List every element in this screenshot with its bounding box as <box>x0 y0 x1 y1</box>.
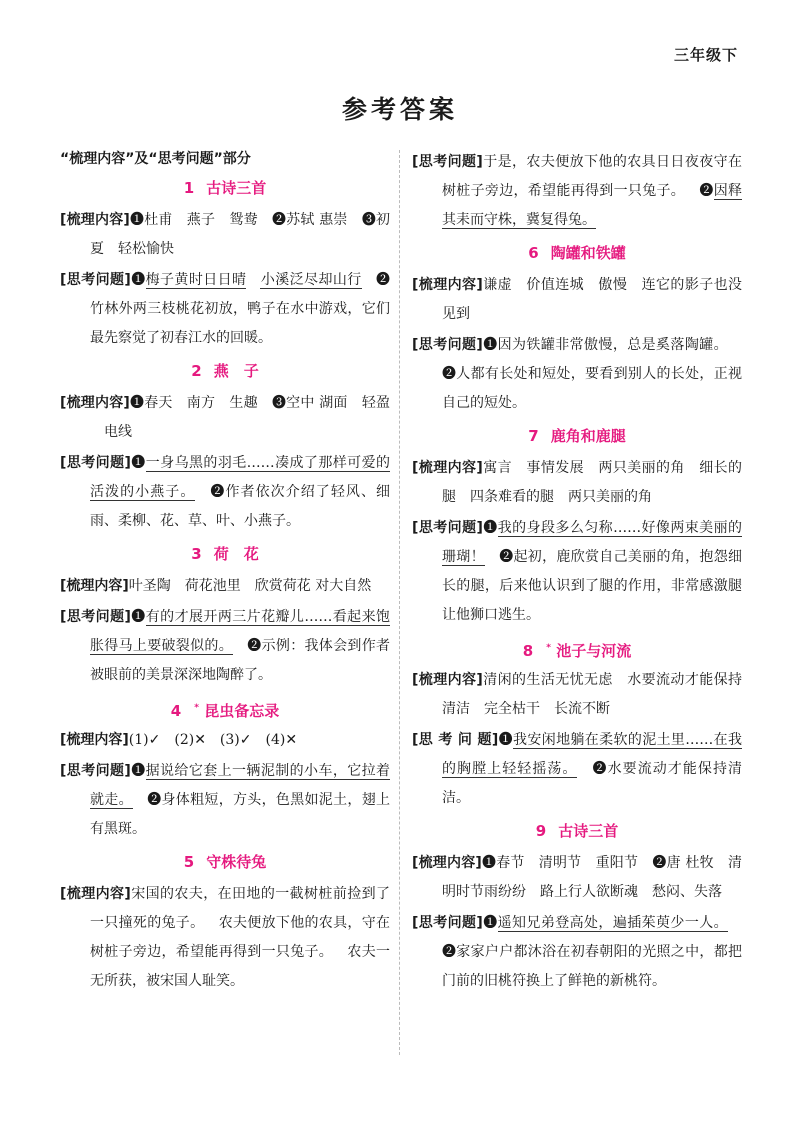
shuli-label: [梳理内容] <box>60 886 131 902</box>
section-title-8: 8 * 池子与河流 <box>522 642 632 660</box>
shuli-entry-2: [梳理内容]❶春天 南方 生趣 ❸空中 湖面 轻盈电线 <box>60 395 391 440</box>
sikao-entry-5: [思考问题]于是，农夫便放下他的农具日日夜夜守在树桩子旁边，希望能再得到一只兔子。 ❷因释其耒而守株，冀复得兔。 <box>412 154 743 228</box>
sikao-label: [思考问题] <box>60 609 131 625</box>
left-column <box>60 146 390 998</box>
sikao-entry-2: [思考问题]❶一身乌黑的羽毛……凑成了那样可爱的活泼的小燕子。 ❷作者依次介绍了轻风、细雨、柔柳、花、草、叶、小燕子。 <box>60 455 391 529</box>
shuli-entry-4: [梳理内容](1)✓ (2)✕ (3)✓ (4)✕ <box>60 732 298 748</box>
shuli-label: [梳理内容] <box>412 460 483 476</box>
sikao-entry-7: [思考问题]❶我的身段多么匀称……好像两束美丽的珊瑚！ ❷起初，鹿欣赏自己美丽的角，抱怨细长的腿，后来他认识到了腿的作用，非常感激腿让他狮口逃生。 <box>412 520 743 623</box>
section-title-3: 3 荷 花 <box>191 545 259 563</box>
shuli-entry-7: [梳理内容]寓言 事情发展 两只美丽的角 细长的腿 四条难看的腿 两只美丽的角 <box>412 460 743 505</box>
section-title-1: 1 古诗三首 <box>183 179 267 197</box>
section-title-2: 2 燕 子 <box>191 362 259 380</box>
sikao-label: [思考问题] <box>412 520 483 536</box>
shuli-entry-5: [梳理内容]宋国的农夫，在田地的一截树桩前捡到了一只撞死的兔子。 农夫便放下他的农具，守在树桩子旁边，希望能再得到一只兔子。 农夫一无所获，被宋国人耻笑。 <box>60 886 391 989</box>
sikao-label: [思 考 问 题] <box>412 732 499 748</box>
shuli-entry-3: [梳理内容]叶圣陶 荷花池里 欣赏荷花 对大自然 <box>60 578 372 594</box>
sikao-entry-1: [思考问题]❶梅子黄时日日晴 小溪泛尽却山行 ❷竹林外两三枝桃花初放，鸭子在水中游戏，它们最先察觉了初春江水的回暖。 <box>60 272 391 346</box>
sikao-label: [思考问题] <box>412 337 483 353</box>
shuli-entry-6: [梳理内容]谦虚 价值连城 傲慢 连它的影子也没见到 <box>412 277 743 322</box>
section-title-4: 4 * 昆虫备忘录 <box>170 702 280 720</box>
shuli-label: [梳理内容] <box>60 395 130 411</box>
shuli-entry-9: [梳理内容]❶春节 清明节 重阳节 ❷唐 杜牧 清明时节雨纷纷 路上行人欲断魂 愁闷、失落 <box>412 855 743 900</box>
shuli-label: [梳理内容] <box>60 212 130 228</box>
shuli-label: [梳理内容] <box>60 578 129 594</box>
sikao-entry-9: [思考问题]❶遥知兄弟登高处，遍插茱萸少一人。❷家家户户都沐浴在初春朝阳的光照之中，都把门前的旧桃符换上了鲜艳的新桃符。 <box>412 915 742 989</box>
page-title: 参考答案 <box>341 95 458 124</box>
sikao-label: [思考问题] <box>60 272 131 288</box>
shuli-entry-1: [梳理内容]❶杜甫 燕子 鸳鸯 ❷苏轼 惠崇 ❸初夏 轻松愉快 <box>60 212 391 257</box>
section-title-9: 9 古诗三首 <box>535 822 619 840</box>
shuli-label: [梳理内容] <box>60 732 129 748</box>
shuli-label: [梳理内容] <box>412 277 483 293</box>
sikao-label: [思考问题] <box>60 763 131 779</box>
section-title-7: 7 鹿角和鹿腿 <box>528 427 626 445</box>
section-intro: “梳理内容”及“思考问题”部分 <box>60 151 251 167</box>
column-divider <box>399 150 400 1055</box>
sikao-label: [思考问题] <box>412 154 483 170</box>
sikao-entry-4: [思考问题]❶据说给它套上一辆泥制的小车，它拉着就走。 ❷身体粗短，方头，色黑如泥土，翅上有黑斑。 <box>60 763 391 837</box>
grade-label: 三年级下 <box>673 46 738 64</box>
sikao-label: [思考问题] <box>60 455 131 471</box>
sikao-entry-8: [思 考 问 题]❶我安闲地躺在柔软的泥土里……在我的胸膛上轻轻摇荡。 ❷水要流动才能保持清洁。 <box>412 732 743 806</box>
sikao-entry-6: [思考问题]❶因为铁罐非常傲慢，总是奚落陶罐。❷人都有长处和短处，要看到别人的长处，正视自己的短处。 <box>412 337 742 411</box>
section-title-5: 5 守株待兔 <box>183 853 267 871</box>
shuli-label: [梳理内容] <box>412 672 483 688</box>
section-title-6: 6 陶罐和铁罐 <box>528 244 626 262</box>
shuli-label: [梳理内容] <box>412 855 482 871</box>
right-column <box>412 146 742 998</box>
sikao-label: [思考问题] <box>412 915 483 931</box>
sikao-entry-3: [思考问题]❶有的才展开两三片花瓣儿……看起来饱胀得马上要破裂似的。 ❷示例：我体会到作者被眼前的美景深深地陶醉了。 <box>60 609 391 683</box>
shuli-entry-8: [梳理内容]清闲的生活无忧无虑 水要流动才能保持清洁 完全枯干 长流不断 <box>412 672 743 717</box>
